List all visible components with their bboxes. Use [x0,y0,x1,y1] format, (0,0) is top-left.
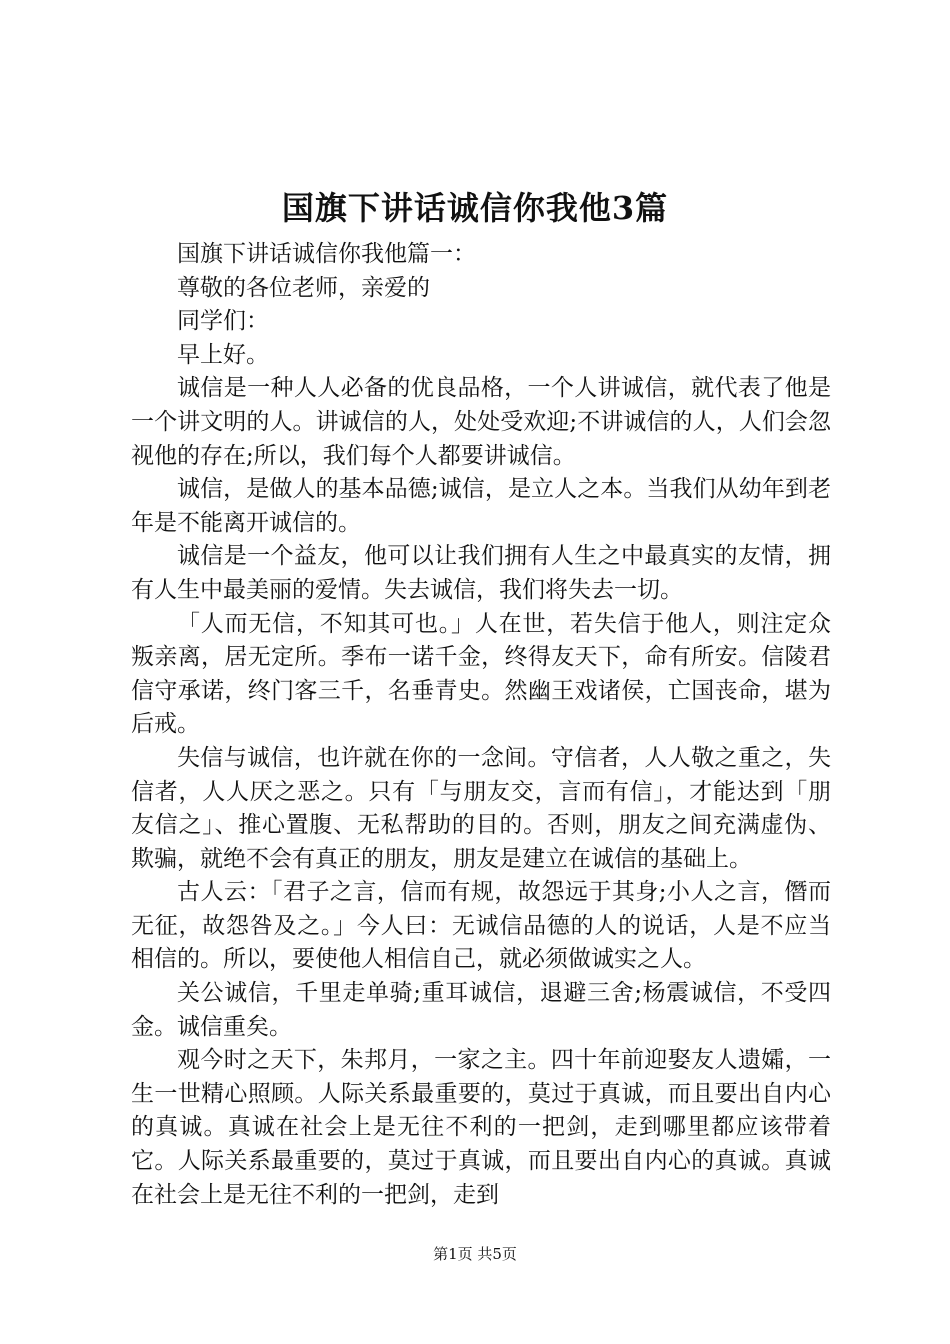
paragraph: 尊敬的各位老师，亲爱的 [177,274,430,301]
paragraph: 诚信是一个益友，他可以让我们拥有人生之中最真实的友情，拥有人生中最美丽的爱情。失去诚信，我们将失去一切。 [131,543,831,603]
paragraph: 国旗下讲话诚信你我他篇一： [177,241,476,267]
paragraph: 失信与诚信，也许就在你的一念间。守信者，人人敬之重之，失信者，人人厌之恶之。只有「与朋友交，言而有信」，才能达到「朋友信之」、推心置腹、无私帮助的目的。否则，朋友之间充满虚伪、欺骗，就绝不会有真正的朋友，朋友是建立在诚信的基础上。 [131,744,831,872]
paragraph: 古人云：「君子之言，信而有规，故怨远于其身;小人之言，僭而无征，故怨咎及之。」今人曰：无诚信品德的人的说话，人是不应当相信的。所以，要使他人相信自己，就必须做诚实之人。 [131,879,831,973]
paragraph: 关公诚信，千里走单骑;重耳诚信，退避三舍;杨震诚信，不受四金。诚信重矣。 [131,980,831,1040]
document-title: 国旗下讲话诚信你我他3篇 [281,189,669,227]
paragraph: 观今时之天下，朱邦月，一家之主。四十年前迎娶友人遗孀，一生一世精心照顾。人际关系最重要的，莫过于真诚，而且要出自内心的真诚。真诚在社会上是无往不利的一把剑，走到哪里都应该带着它。人际关系最重要的，莫过于真诚，而且要出自内心的真诚。真诚在社会上是无往不利的一把剑，走到 [131,1047,831,1208]
paragraph: 诚信，是做人的基本品德;诚信，是立人之本。当我们从幼年到老年是不能离开诚信的。 [131,476,831,536]
paragraph: 同学们： [177,308,269,335]
document-body [131,238,831,1212]
paragraph: 诚信是一种人人必备的优良品格，一个人讲诚信，就代表了他是一个讲文明的人。讲诚信的人，处处受欢迎;不讲诚信的人，人们会忽视他的存在;所以，我们每个人都要讲诚信。 [131,375,831,469]
paragraph: 早上好。 [177,341,269,368]
page-number-footer: 第1页 共5页 [433,1245,517,1263]
paragraph: 「人而无信，不知其可也。」人在世，若失信于他人，则注定众叛亲离，居无定所。季布一诺千金，终得友天下，命有所安。信陵君信守承诺，终门客三千，名垂青史。然幽王戏诸侯，亡国丧命，堪为后戒。 [131,610,831,738]
